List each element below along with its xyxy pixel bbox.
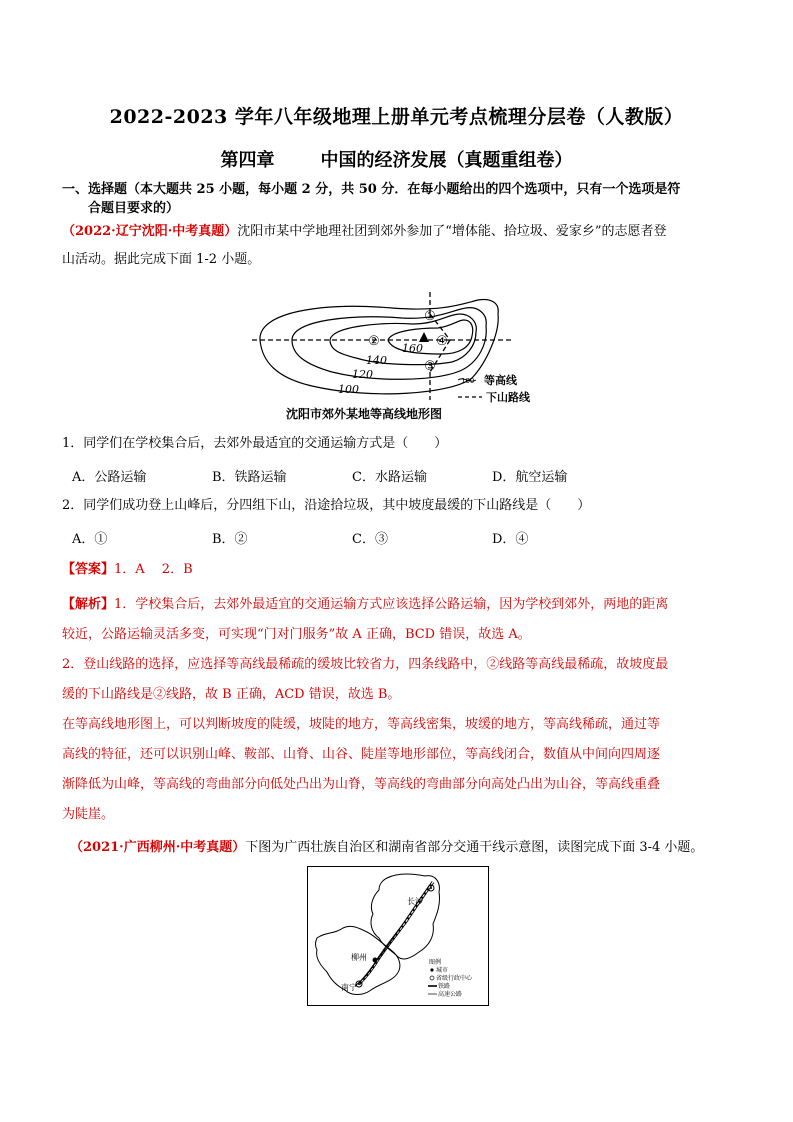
- q1-option-a[interactable]: A．公路运输: [72, 470, 147, 485]
- q2-option-a[interactable]: A．①: [72, 532, 108, 547]
- question-1-options: [72, 466, 732, 485]
- section-heading: [62, 180, 742, 218]
- q2-option-d[interactable]: D．④: [492, 532, 529, 547]
- analysis-extra-line1: 在等高线地形图上，可以判断坡度的陡缓，坡陡的地方，等高线密集，坡缓的地方，等高线稀疏，通过等: [62, 717, 661, 732]
- point-2-label: ②: [368, 334, 380, 349]
- group1-intro-line1: 沈阳市某中学地理社团到郊外参加了“增体能、拾垃圾、爱家乡”的志愿者登: [237, 224, 667, 239]
- question-2: 2．同学们成功登上山峰后，分四组下山，沿途拾垃圾，其中坡度最缓的下山路线是（ ）: [62, 498, 591, 513]
- point-3-label: ③: [424, 359, 436, 374]
- legend2-expressway: 高速公路: [438, 991, 463, 998]
- summit-icon: [419, 332, 429, 342]
- analysis-block: [62, 590, 734, 830]
- analysis-2-line1: 2．登山线路的选择，应选择等高线最稀疏的缓坡比较省力，四条线路中，②线路等高线最稀疏，故坡度最: [62, 657, 669, 672]
- contour-line-120: [292, 308, 486, 380]
- group2-source: （2021·广西柳州·中考真题）: [70, 840, 246, 855]
- city-changsha: 长沙: [407, 897, 423, 906]
- group2-intro-text: 下图为广西壮族自治区和湖南省部分交通干线示意图，读图完成下面 3-4 小题。: [245, 840, 704, 855]
- chapter-subtitle: 中国的经济发展（真题重组卷）: [320, 150, 573, 171]
- contour-label-120: 120: [352, 368, 373, 381]
- contour-map: [252, 292, 552, 424]
- city-nanning: 南宁: [341, 983, 357, 992]
- analysis-extra-line3: 渐降低为山峰，等高线的弯曲部分向低处凸出为山脊，等高线的弯曲部分向高处凸出为山谷，等高线重叠: [62, 777, 661, 792]
- section-heading-line2: 合题目要求的）: [88, 201, 180, 216]
- contour-line-140: [330, 314, 476, 365]
- q1-option-d[interactable]: D．航空运输: [492, 470, 568, 485]
- legend2-railway: 铁路: [438, 983, 451, 990]
- legend-contour-sample: 100: [461, 377, 475, 385]
- liuzhou-marker: [373, 958, 378, 963]
- contour-line-160: [388, 320, 473, 354]
- q2-option-b[interactable]: B．②: [212, 532, 248, 547]
- q2-option-c[interactable]: C．③: [352, 532, 388, 547]
- contour-label-160: 160: [402, 342, 423, 355]
- section-heading-line1: 一、选择题（本大题共 25 小题，每小题 2 分，共 50 分．在每小题给出的四个选项中，只有一个选项是符: [62, 182, 681, 197]
- answer-block: [62, 560, 734, 580]
- legend2-title: 图例: [429, 959, 442, 966]
- analysis-1-line2: 较近，公路运输灵活多变，可实现“门对门服务”故 A 正确，BCD 错误，故选 A。: [62, 627, 531, 642]
- legend2-city: 城市: [436, 967, 449, 974]
- contour-label-100: 100: [338, 383, 359, 396]
- analysis-1-line1: 1．学校集合后，去郊外最适宜的交通运输方式应该选择公路运输，因为学校到郊外，两地的距离: [114, 597, 669, 612]
- group1-intro: [62, 222, 734, 270]
- chapter-title: [0, 146, 793, 172]
- legend-contour-label: 等高线: [484, 374, 517, 387]
- answer-text: 1．A 2．B: [114, 562, 193, 577]
- analysis-2-line2: 缓的下山路线是②线路，故 B 正确，ACD 错误，故选 B。: [62, 687, 401, 702]
- transport-map: [307, 866, 489, 1006]
- map-caption: 沈阳市郊外某地等高线地形图: [285, 407, 443, 421]
- contour-label-140: 140: [366, 354, 387, 367]
- analysis-extra-line2: 高线的特征，还可以识别山峰、鞍部、山脊、山谷、陡崖等地形部位，等高线闭合，数值从中间向四周逐: [62, 747, 661, 762]
- group1-intro-line2: 山活动。据此完成下面 1-2 小题。: [62, 252, 261, 267]
- answer-label: 【答案】: [62, 562, 115, 577]
- document-title: 2022-2023 学年八年级地理上册单元考点梳理分层卷（人教版）: [109, 106, 684, 128]
- analysis-extra-line4: 为陡崖。: [62, 807, 115, 822]
- legend2-capital: 省级行政中心: [436, 975, 473, 982]
- group1-source: （2022·辽宁沈阳·中考真题）: [62, 224, 238, 239]
- q1-option-b[interactable]: B．铁路运输: [212, 470, 287, 485]
- point-1-label: ①: [424, 309, 436, 324]
- transport-map-frame: [308, 867, 489, 1006]
- point-4-label: ④: [436, 334, 448, 349]
- city-liuzhou: 柳州: [351, 953, 367, 962]
- question-1: 1．同学们在学校集合后，去郊外最适宜的交通运输方式是（ ）: [62, 436, 448, 451]
- question-2-options: [72, 528, 732, 547]
- group2-intro: [70, 838, 742, 858]
- chapter-number: 第四章: [220, 150, 275, 171]
- legend-path-label: 下山路线: [486, 391, 530, 404]
- analysis-label: 【解析】: [62, 597, 115, 612]
- q1-option-c[interactable]: C．水路运输: [352, 470, 427, 485]
